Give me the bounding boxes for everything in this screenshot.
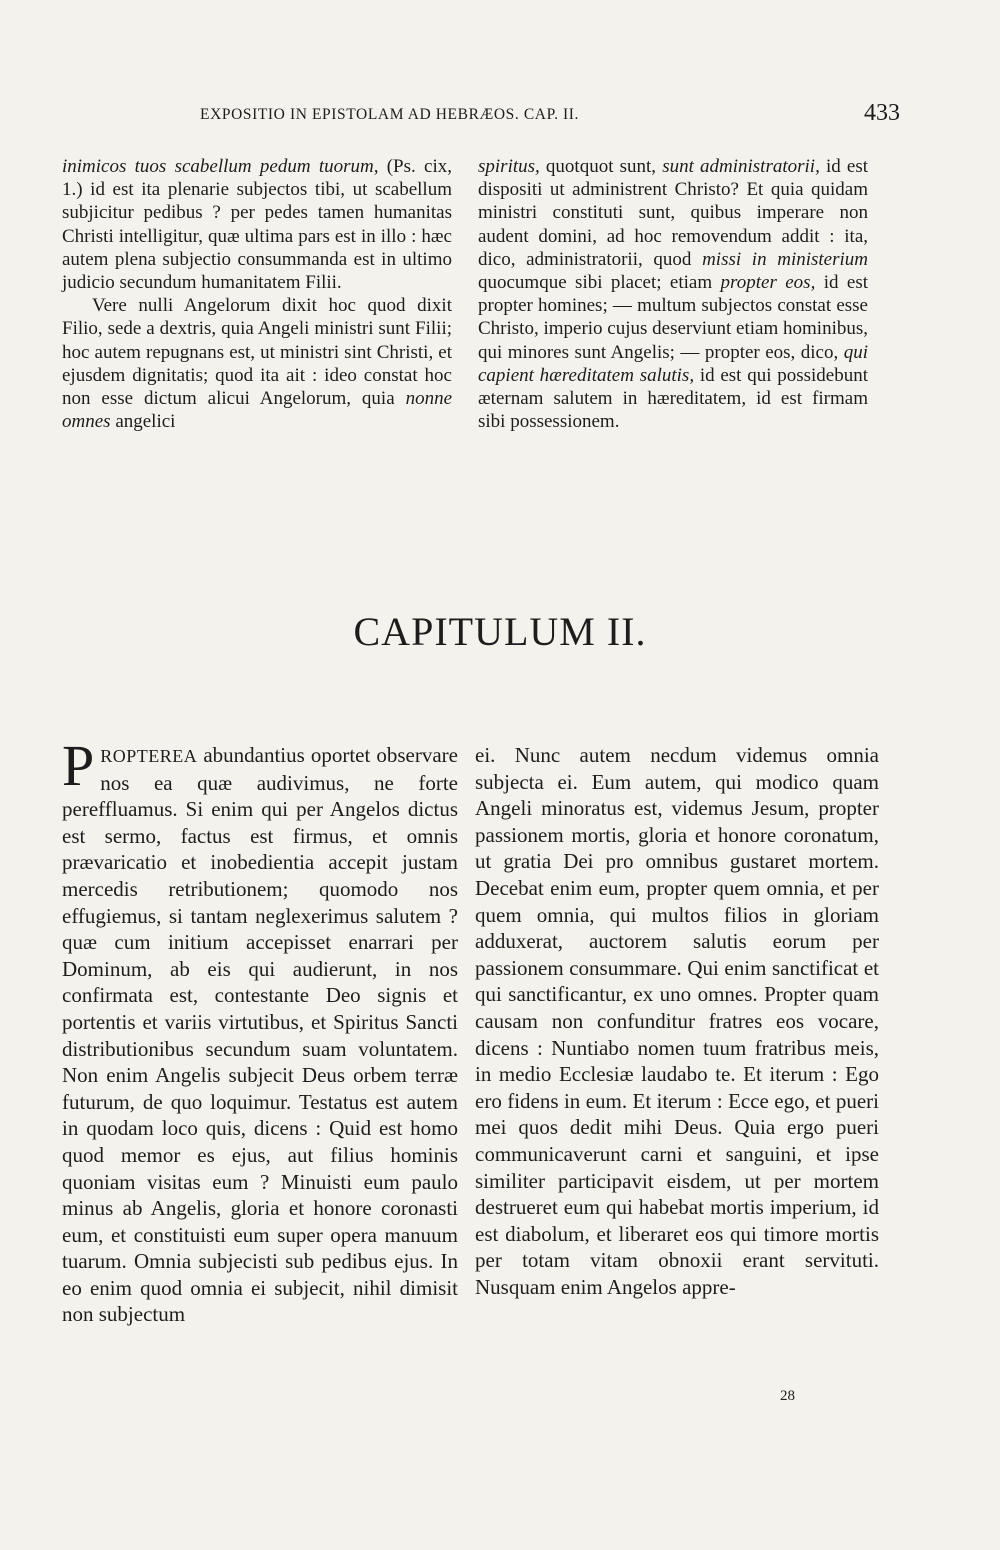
- running-title: EXPOSITIO IN EPISTOLAM AD HEBRÆOS. CAP. II.: [200, 106, 580, 123]
- signature-mark: 28: [780, 1388, 795, 1404]
- chapter-heading: CAPITULUM II.: [353, 609, 647, 654]
- paragraph-text: quocumque sibi placet; etiam: [478, 272, 721, 294]
- scripture-paragraph: [62, 733, 458, 1328]
- commentary-paragraph: [62, 294, 452, 433]
- paragraph-text: abundantius oportet observare nos ea quæ audivimus, ne forte pereffluamus. Si enim qui per Angelos dictus est sermo, factus est firmus, et omnis prævaricatio et inobedientia accepit justam mercedis retributionem; quomodo nos effugiemus, si tantam neglexerimus salutem ? quæ cum initium accepisset enarrari per Dominum, ab eis qui audierunt, in nos confirmata est, contestante Deo signis et portentis et variis virtutibus, et Spiritus Sancti distributionibus secundum suam voluntatem. Non enim Angelis subjecit Deus orbem terræ futurum, de quo loquimur. Testatus est autem in quodam loco quis, dicens : Quid est homo quod memor es ejus, aut filius hominis quoniam visitas eum ? Minuisti eum paulo minus ab Angelis, gloria et honore coronasti eum, et constituisti eum super opera manuum tuarum. Omnia subjecisti sub pedibus ejus. In eo enim quod omnia ei subjecit, nihil dimisit non subjectum: [62, 743, 458, 1327]
- italic-quote: qui capient hæreditatem salutis,: [478, 341, 868, 386]
- page-number: 433: [864, 100, 900, 126]
- scripture-paragraph: [475, 742, 879, 1300]
- smallcaps-opening: ROPTEREA: [100, 746, 198, 766]
- scripture-right-column: [475, 742, 879, 1300]
- italic-quote: inimicos tuos scabellum pedum tuorum,: [62, 156, 379, 177]
- italic-quote: spiritus,: [478, 156, 540, 177]
- paragraph-text: (Ps. cix, 1.) id est ita plenarie subjectos tibi, ut scabellum subjicitur pedibus ? per pedes tamen humanitas Christi intelligitur, quæ ultima pars est in illo : hæc autem plena subjectio consummanda est in ultimo judicio secundum humanitatem Filii.: [62, 156, 452, 294]
- commentary-left-column: [62, 155, 452, 433]
- running-header: [200, 100, 900, 130]
- scripture-left-column: [62, 733, 458, 1328]
- paragraph-text: ei. Nunc autem necdum videmus omnia subjecta ei. Eum autem, qui modico quam Angeli minoratus est, videmus Jesum, propter passionem mortis, gloria et honore coronatum, ut gratia Dei pro omnibus gustaret mortem. Decebat enim eum, propter quem omnia, et per quem omnia, qui multos filios in gloriam adduxerat, auctorem salutis eorum per passionem consummare. Qui enim sanctificat et qui sanctificantur, ex uno omnes. Propter quam causam non confunditur fratres eos vocare, dicens : Nuntiabo nomen tuum fratribus meis, in medio Ecclesiæ laudabo te. Et iterum : Ego ero fidens in eum. Et iterum : Ecce ego, et pueri mei quos dedit mihi Deus. Quia ergo pueri communicaverunt carni et sanguini, et ipse similiter participavit eisdem, ut per mortem destrueret eum qui habebat mortis imperium, id est diabolum, et liberaret eos qui timore mortis per totam vitam obnoxii erant servituti. Nusquam enim Angelos appre-: [475, 743, 879, 1299]
- paragraph-text: id est dispositi ut administrent Christo? Et quia quidam ministri constituti sunt, quibus imperare non audent domini, ad hoc removendum addit : ita, dico, administratorii, quod: [478, 156, 868, 270]
- paragraph-text: id est qui possidebunt æternam salutem in hæreditatem, id est firmam sibi possessionem.: [478, 364, 868, 433]
- commentary-paragraph: [62, 155, 452, 294]
- paragraph-text: Vere nulli Angelorum dixit hoc quod dixit Filio, sede a dextris, quia Angeli ministri sunt Filii; hoc autem repugnans est, ut ministri sint Christi, et ejusdem dignitatis; quod ita ait : ideo constat hoc non esse dictum alicui Angelorum, quia: [62, 295, 452, 410]
- paragraph-text: id est propter homines; — multum subjectos constat esse Christo, imperio cujus deserviunt etiam hominibus, qui minores sunt Angelis; — propter eos, dico,: [478, 272, 869, 363]
- italic-quote: propter eos,: [720, 272, 816, 294]
- paragraph-text: quotquot sunt,: [539, 156, 663, 177]
- italic-quote: nonne omnes: [62, 388, 452, 433]
- commentary-paragraph: [478, 155, 868, 433]
- drop-cap: P: [62, 733, 95, 798]
- paragraph-text: angelici: [110, 411, 176, 433]
- commentary-right-column: [478, 155, 868, 433]
- italic-quote: missi in ministerium: [702, 248, 869, 270]
- italic-quote: sunt administratorii,: [662, 156, 820, 177]
